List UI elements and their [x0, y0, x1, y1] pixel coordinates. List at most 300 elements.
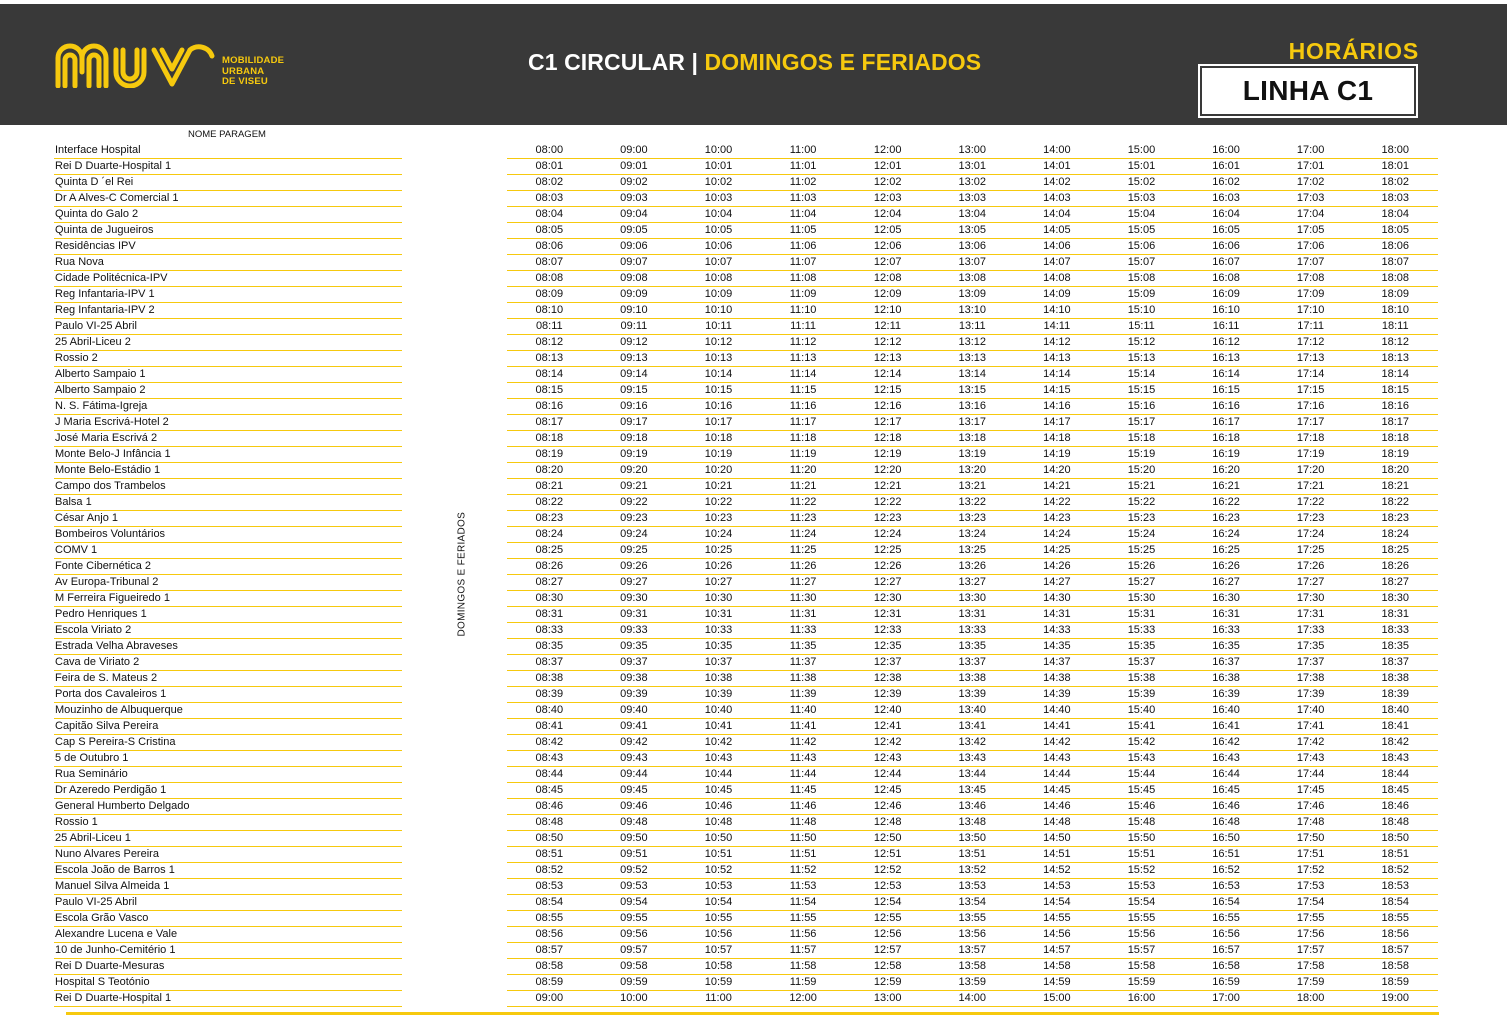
stop-row — [54, 815, 402, 831]
departure-time: 14:11 — [1043, 320, 1071, 332]
departure-time: 08:55 — [535, 912, 564, 924]
departure-time: 11:58 — [789, 960, 817, 972]
departure-time: 13:03 — [958, 192, 987, 204]
departure-time: 15:20 — [1127, 464, 1156, 476]
departure-time: 10:12 — [704, 336, 733, 348]
departure-time: 13:09 — [958, 288, 987, 300]
departure-time: 11:40 — [789, 704, 817, 716]
departure-time: 17:44 — [1296, 768, 1325, 780]
stop-row — [54, 223, 402, 239]
departure-time: 08:20 — [535, 464, 564, 476]
stop-name: Fonte Cibernética 2 — [55, 560, 151, 572]
time-row — [507, 831, 1438, 847]
departure-time: 14:39 — [1043, 688, 1071, 700]
stop-name: Alberto Sampaio 2 — [55, 384, 146, 396]
time-row — [507, 943, 1438, 959]
departure-time: 12:39 — [873, 688, 902, 700]
departure-time: 18:41 — [1381, 720, 1409, 732]
departure-time: 10:51 — [704, 848, 733, 860]
departure-time: 15:55 — [1127, 912, 1156, 924]
departure-time: 10:55 — [704, 912, 733, 924]
departure-time: 10:50 — [704, 832, 733, 844]
departure-time: 17:45 — [1296, 784, 1325, 796]
stop-row — [54, 495, 402, 511]
departure-time: 12:09 — [873, 288, 902, 300]
departure-time: 16:39 — [1212, 688, 1240, 700]
departure-time: 11:08 — [789, 272, 817, 284]
departure-time: 15:10 — [1127, 304, 1156, 316]
time-row — [507, 751, 1438, 767]
departure-time: 08:14 — [535, 368, 564, 380]
departure-time: 11:04 — [789, 208, 817, 220]
departure-time: 11:16 — [789, 400, 817, 412]
departure-time: 09:01 — [620, 160, 648, 172]
departure-time: 13:40 — [958, 704, 987, 716]
departure-time: 09:27 — [620, 576, 648, 588]
departure-time: 18:13 — [1381, 352, 1409, 364]
departure-time: 17:17 — [1296, 416, 1325, 428]
stop-names-column — [54, 143, 402, 1007]
departure-time: 16:33 — [1212, 624, 1240, 636]
time-row — [507, 559, 1438, 575]
departure-time: 16:01 — [1212, 160, 1240, 172]
departure-time: 09:43 — [620, 752, 648, 764]
departure-time: 17:25 — [1296, 544, 1325, 556]
stop-name: Cidade Politécnica-IPV — [55, 272, 168, 284]
departure-time: 12:00 — [789, 992, 817, 1004]
departure-time: 11:23 — [789, 512, 817, 524]
departure-time: 11:02 — [789, 176, 817, 188]
departure-time: 08:56 — [535, 928, 564, 940]
time-row — [507, 703, 1438, 719]
departure-time: 18:08 — [1381, 272, 1409, 284]
time-row — [507, 431, 1438, 447]
departure-time: 14:33 — [1043, 624, 1071, 636]
departure-time: 18:37 — [1381, 656, 1409, 668]
departure-time: 15:07 — [1127, 256, 1156, 268]
departure-time: 13:20 — [958, 464, 987, 476]
departure-time: 18:18 — [1381, 432, 1409, 444]
departure-time: 14:46 — [1043, 800, 1071, 812]
title-separator: | — [691, 49, 699, 75]
departure-time: 17:21 — [1296, 480, 1325, 492]
stop-row — [54, 911, 402, 927]
departure-time: 14:54 — [1043, 896, 1071, 908]
departure-time: 08:13 — [535, 352, 564, 364]
departure-time: 08:05 — [535, 224, 564, 236]
stop-name: J Maria Escrivá-Hotel 2 — [55, 416, 169, 428]
departure-time: 15:53 — [1127, 880, 1156, 892]
stop-name: Rossio 2 — [55, 352, 98, 364]
departure-time: 15:18 — [1127, 432, 1156, 444]
departure-time: 13:27 — [958, 576, 987, 588]
stop-row — [54, 479, 402, 495]
departure-time: 17:56 — [1296, 928, 1325, 940]
departure-time: 18:57 — [1381, 944, 1409, 956]
departure-time: 18:30 — [1381, 592, 1409, 604]
departure-time: 09:23 — [620, 512, 648, 524]
departure-time: 13:05 — [958, 224, 987, 236]
stop-row — [54, 751, 402, 767]
departure-time: 12:08 — [873, 272, 902, 284]
departure-time: 17:33 — [1296, 624, 1325, 636]
departure-time: 18:20 — [1381, 464, 1409, 476]
departure-time: 14:50 — [1043, 832, 1071, 844]
departure-time: 17:02 — [1296, 176, 1325, 188]
departure-time: 15:33 — [1127, 624, 1156, 636]
departure-time: 16:55 — [1212, 912, 1240, 924]
departure-time: 08:26 — [535, 560, 564, 572]
departure-time: 15:58 — [1127, 960, 1156, 972]
departure-time: 13:16 — [958, 400, 987, 412]
departure-time: 08:17 — [535, 416, 564, 428]
stop-row — [54, 863, 402, 879]
time-row — [507, 975, 1438, 991]
departure-time: 16:02 — [1212, 176, 1240, 188]
departure-time: 11:53 — [789, 880, 817, 892]
departure-time: 08:42 — [535, 736, 564, 748]
departure-time: 18:43 — [1381, 752, 1409, 764]
departure-time: 12:20 — [873, 464, 902, 476]
departure-time: 17:19 — [1296, 448, 1325, 460]
departure-time: 18:53 — [1381, 880, 1409, 892]
departure-time: 08:06 — [535, 240, 564, 252]
departure-time: 08:07 — [535, 256, 564, 268]
departure-time: 11:41 — [789, 720, 817, 732]
departure-time: 15:35 — [1127, 640, 1156, 652]
departure-time: 12:31 — [873, 608, 902, 620]
departure-time: 08:58 — [535, 960, 564, 972]
departure-time: 17:01 — [1296, 160, 1325, 172]
departure-time: 15:21 — [1127, 480, 1156, 492]
departure-time: 08:27 — [535, 576, 564, 588]
departure-time: 10:52 — [704, 864, 733, 876]
departure-time: 15:19 — [1127, 448, 1156, 460]
departure-time: 10:20 — [704, 464, 733, 476]
departure-time: 15:09 — [1127, 288, 1156, 300]
departure-time: 14:35 — [1043, 640, 1071, 652]
departure-time: 10:07 — [704, 256, 733, 268]
departure-time: 13:23 — [958, 512, 987, 524]
departure-time: 13:42 — [958, 736, 987, 748]
departure-time: 18:54 — [1381, 896, 1409, 908]
departure-time: 08:22 — [535, 496, 564, 508]
departure-time: 12:18 — [873, 432, 902, 444]
title-service-day: DOMINGOS E FERIADOS — [704, 49, 982, 75]
departure-time: 18:45 — [1381, 784, 1409, 796]
departure-time: 12:52 — [873, 864, 902, 876]
departure-time: 11:44 — [789, 768, 817, 780]
departure-time: 08:30 — [535, 592, 564, 604]
departure-time: 16:59 — [1212, 976, 1240, 988]
departure-time: 17:15 — [1296, 384, 1325, 396]
departure-time: 15:59 — [1127, 976, 1156, 988]
stop-name: Rossio 1 — [55, 816, 98, 828]
departure-time: 14:51 — [1043, 848, 1071, 860]
page-title — [528, 49, 981, 76]
departure-time: 14:41 — [1043, 720, 1071, 732]
departure-time: 18:56 — [1381, 928, 1409, 940]
departure-time: 08:37 — [535, 656, 564, 668]
departure-time: 11:10 — [789, 304, 817, 316]
departure-time: 14:57 — [1043, 944, 1071, 956]
departure-time: 13:01 — [958, 160, 987, 172]
departure-time: 12:40 — [873, 704, 902, 716]
departure-time: 10:41 — [704, 720, 733, 732]
departure-time: 09:18 — [620, 432, 648, 444]
departure-time: 16:15 — [1212, 384, 1240, 396]
departure-time: 17:00 — [1212, 992, 1240, 1004]
departure-time: 16:00 — [1212, 144, 1240, 156]
departure-time: 16:31 — [1212, 608, 1240, 620]
departure-time: 15:52 — [1127, 864, 1156, 876]
departure-time: 15:42 — [1127, 736, 1156, 748]
departure-time: 14:19 — [1043, 448, 1071, 460]
departure-time: 13:12 — [958, 336, 987, 348]
departure-time: 08:25 — [535, 544, 564, 556]
title-route: C1 CIRCULAR — [528, 49, 685, 75]
stop-row — [54, 191, 402, 207]
departure-time: 09:26 — [620, 560, 648, 572]
departure-time: 09:25 — [620, 544, 648, 556]
departure-time: 08:19 — [535, 448, 564, 460]
departure-time: 12:48 — [873, 816, 902, 828]
departure-time: 11:25 — [789, 544, 817, 556]
departure-time: 16:00 — [1127, 992, 1156, 1004]
departure-time: 15:41 — [1127, 720, 1156, 732]
departure-time: 10:26 — [704, 560, 733, 572]
stop-name: Quinta D ´el Rei — [55, 176, 134, 188]
departure-time: 11:22 — [789, 496, 817, 508]
departure-time: 11:27 — [789, 576, 817, 588]
stop-row — [54, 847, 402, 863]
departure-time: 15:26 — [1127, 560, 1156, 572]
departure-time: 12:46 — [873, 800, 902, 812]
departure-time: 14:43 — [1043, 752, 1071, 764]
time-row — [507, 639, 1438, 655]
departure-time: 09:53 — [620, 880, 648, 892]
time-row — [507, 927, 1438, 943]
departure-time: 12:17 — [873, 416, 902, 428]
departure-time: 14:45 — [1043, 784, 1071, 796]
departure-time: 14:18 — [1043, 432, 1071, 444]
departure-time: 14:17 — [1043, 416, 1071, 428]
departure-time: 08:33 — [535, 624, 564, 636]
departure-time: 09:21 — [620, 480, 648, 492]
departure-time: 18:50 — [1381, 832, 1409, 844]
departure-time: 12:12 — [873, 336, 902, 348]
departure-time: 09:22 — [620, 496, 648, 508]
departure-time: 10:19 — [704, 448, 733, 460]
departure-time: 13:26 — [958, 560, 987, 572]
departure-time: 11:51 — [789, 848, 817, 860]
departure-time: 14:13 — [1043, 352, 1071, 364]
departure-time: 13:44 — [958, 768, 987, 780]
stop-row — [54, 991, 402, 1007]
time-row — [507, 191, 1438, 207]
stop-name: Residências IPV — [55, 240, 136, 252]
departure-time: 17:58 — [1296, 960, 1325, 972]
departure-time: 09:16 — [620, 400, 648, 412]
departure-time: 18:23 — [1381, 512, 1409, 524]
departure-time: 08:21 — [535, 480, 564, 492]
departure-time: 16:57 — [1212, 944, 1240, 956]
departure-time: 09:07 — [620, 256, 648, 268]
stop-name: Escola Grão Vasco — [55, 912, 149, 924]
departure-time: 11:24 — [789, 528, 817, 540]
stop-row — [54, 271, 402, 287]
stop-row — [54, 399, 402, 415]
departure-time: 10:17 — [704, 416, 733, 428]
departure-time: 18:19 — [1381, 448, 1409, 460]
departure-time: 09:55 — [620, 912, 648, 924]
stop-row — [54, 351, 402, 367]
departure-time: 12:58 — [873, 960, 902, 972]
departure-time: 12:05 — [873, 224, 902, 236]
departure-time: 14:48 — [1043, 816, 1071, 828]
departure-time: 16:35 — [1212, 640, 1240, 652]
departure-time: 17:38 — [1296, 672, 1325, 684]
departure-time: 08:44 — [535, 768, 564, 780]
stop-name: Pedro Henriques 1 — [55, 608, 147, 620]
departure-time: 16:19 — [1212, 448, 1240, 460]
stop-name: Alberto Sampaio 1 — [55, 368, 146, 380]
departure-time: 12:07 — [873, 256, 902, 268]
stop-row — [54, 287, 402, 303]
departure-time: 13:14 — [958, 368, 987, 380]
departure-time: 17:54 — [1296, 896, 1325, 908]
departure-time: 12:35 — [873, 640, 902, 652]
departure-time: 16:51 — [1212, 848, 1240, 860]
logo-line: DE VISEU — [222, 76, 268, 87]
departure-time: 17:03 — [1296, 192, 1325, 204]
departure-time: 18:24 — [1381, 528, 1409, 540]
stop-row — [54, 719, 402, 735]
departure-time: 09:20 — [620, 464, 648, 476]
departure-time: 17:40 — [1296, 704, 1325, 716]
time-row — [507, 367, 1438, 383]
departure-time: 10:23 — [704, 512, 733, 524]
departure-time: 08:39 — [535, 688, 564, 700]
departure-time: 18:48 — [1381, 816, 1409, 828]
time-row — [507, 399, 1438, 415]
time-row — [507, 895, 1438, 911]
departure-time: 08:45 — [535, 784, 564, 796]
departure-time: 17:57 — [1296, 944, 1325, 956]
departure-time: 17:41 — [1296, 720, 1325, 732]
departure-time: 10:44 — [704, 768, 733, 780]
departure-time: 13:18 — [958, 432, 987, 444]
time-row — [507, 143, 1438, 159]
departure-time: 09:24 — [620, 528, 648, 540]
departure-time: 18:52 — [1381, 864, 1409, 876]
departure-time: 13:06 — [958, 240, 987, 252]
departure-time: 12:59 — [873, 976, 902, 988]
departure-time: 17:06 — [1296, 240, 1325, 252]
stop-name: Manuel Silva Almeida 1 — [55, 880, 170, 892]
time-row — [507, 447, 1438, 463]
departure-time: 16:30 — [1212, 592, 1240, 604]
stop-name: Dr A Alves-C Comercial 1 — [55, 192, 179, 204]
time-row — [507, 159, 1438, 175]
departure-time: 08:57 — [535, 944, 564, 956]
departure-time: 16:43 — [1212, 752, 1240, 764]
stop-row — [54, 543, 402, 559]
departure-time: 13:04 — [958, 208, 987, 220]
departure-time: 14:07 — [1043, 256, 1071, 268]
departure-time: 09:59 — [620, 976, 648, 988]
time-row — [507, 735, 1438, 751]
departure-time: 14:20 — [1043, 464, 1071, 476]
departure-time: 15:56 — [1127, 928, 1156, 940]
departure-time: 19:00 — [1381, 992, 1409, 1004]
departure-time: 12:01 — [873, 160, 902, 172]
departure-time: 17:07 — [1296, 256, 1325, 268]
departure-time: 15:45 — [1127, 784, 1156, 796]
departure-time: 17:59 — [1296, 976, 1325, 988]
departure-time: 09:10 — [620, 304, 648, 316]
departure-time: 09:33 — [620, 624, 648, 636]
departure-time: 13:54 — [958, 896, 987, 908]
departure-time: 09:00 — [620, 144, 648, 156]
departure-time: 15:00 — [1127, 144, 1156, 156]
departure-time: 17:14 — [1296, 368, 1325, 380]
departure-time: 15:46 — [1127, 800, 1156, 812]
departure-time: 17:10 — [1296, 304, 1325, 316]
departure-time: 15:44 — [1127, 768, 1156, 780]
departure-time: 18:27 — [1381, 576, 1409, 588]
departure-time: 17:52 — [1296, 864, 1325, 876]
departure-time: 18:11 — [1381, 320, 1409, 332]
departure-time: 10:43 — [704, 752, 733, 764]
departure-time: 11:56 — [789, 928, 817, 940]
departure-time: 14:30 — [1043, 592, 1071, 604]
departure-time: 10:46 — [704, 800, 733, 812]
stop-row — [54, 431, 402, 447]
departure-time: 15:51 — [1127, 848, 1156, 860]
departure-time: 12:53 — [873, 880, 902, 892]
departure-time: 09:56 — [620, 928, 648, 940]
time-row — [507, 719, 1438, 735]
time-row — [507, 623, 1438, 639]
departure-time: 15:31 — [1127, 608, 1156, 620]
departure-time: 12:03 — [873, 192, 902, 204]
departure-time: 14:42 — [1043, 736, 1071, 748]
departure-time: 17:51 — [1296, 848, 1325, 860]
departure-time: 18:16 — [1381, 400, 1409, 412]
stop-row — [54, 927, 402, 943]
departure-time: 09:08 — [620, 272, 648, 284]
departure-time: 10:06 — [704, 240, 733, 252]
departure-time: 08:16 — [535, 400, 564, 412]
departure-time: 09:11 — [620, 320, 648, 332]
departure-time: 15:02 — [1127, 176, 1156, 188]
departure-time: 14:58 — [1043, 960, 1071, 972]
stop-row — [54, 959, 402, 975]
time-row — [507, 767, 1438, 783]
departure-time: 13:58 — [958, 960, 987, 972]
stop-row — [54, 559, 402, 575]
stop-row — [54, 895, 402, 911]
departure-time: 17:26 — [1296, 560, 1325, 572]
stop-name: Av Europa-Tribunal 2 — [55, 576, 159, 588]
logo-text — [222, 56, 284, 88]
departure-time: 15:39 — [1127, 688, 1156, 700]
departure-time: 12:50 — [873, 832, 902, 844]
stop-name: Cava de Viriato 2 — [55, 656, 140, 668]
time-row — [507, 335, 1438, 351]
departure-time: 13:33 — [958, 624, 987, 636]
